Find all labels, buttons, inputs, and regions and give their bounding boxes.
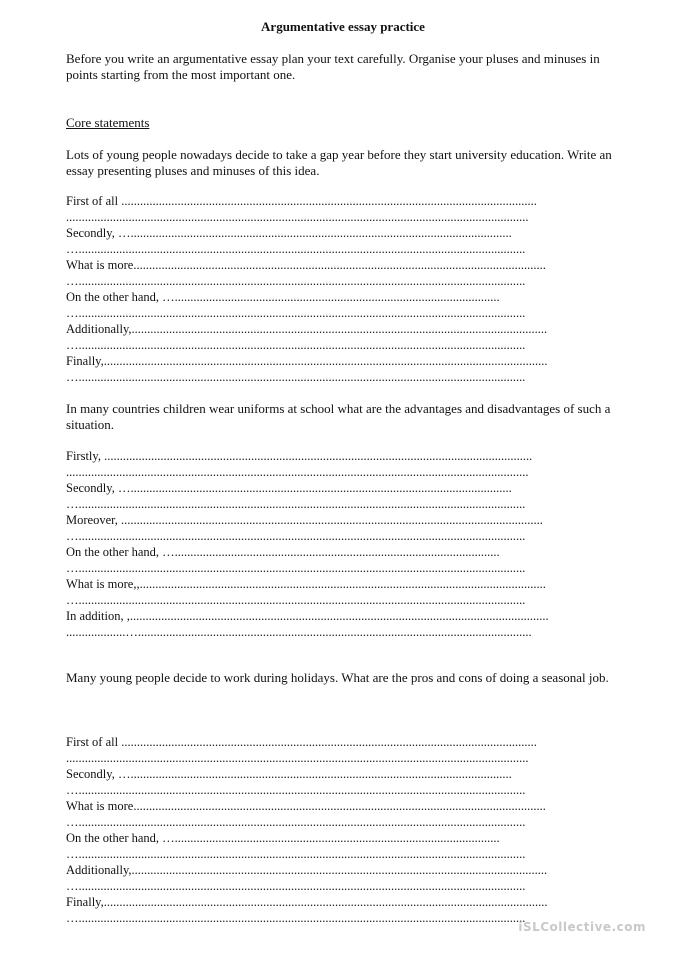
writing-line: …............................................................................................................................................... [66,561,526,575]
writing-line: Secondly, ….......................................................................................................................... [66,481,512,495]
writing-line: What is more.................................................................................................................................... [66,799,546,813]
writing-line: Secondly, ….......................................................................................................................... [66,226,512,240]
writing-line: Finally,.............................................................................................................................................. [66,895,548,909]
writing-line: …............................................................................................................................................... [66,306,526,320]
section-2-prompt: In many countries children wear uniforms at school what are the advantages and disadvantages of such a situation. [66,401,611,432]
section-3-prompt: Many young people decide to work during holidays. What are the pros and cons of doing a seasonal job. [66,670,609,685]
writing-line: On the other hand, …........................................................................................................ [66,831,500,845]
writing-line: First of all ..................................................................................................................................... [66,194,537,208]
page-title: Argumentative essay practice [261,19,425,34]
writing-line: In addition, ,...................................................................................................................................... [66,609,549,623]
writing-line: ...................….............................................................................................................................. [66,625,532,639]
writing-line: On the other hand, …........................................................................................................ [66,545,500,559]
writing-line: …............................................................................................................................................... [66,242,526,256]
intro-paragraph: Before you write an argumentative essay plan your text carefully. Organise your pluses and minuses in points starting from the most important one. [66,51,600,82]
writing-line: Secondly, ….......................................................................................................................... [66,767,512,781]
writing-line: …............................................................................................................................................... [66,847,526,861]
writing-line: …............................................................................................................................................... [66,783,526,797]
writing-line: …............................................................................................................................................... [66,529,526,543]
section-1-prompt: Lots of young people nowadays decide to take a gap year before they start university education. Write an essay presenting pluses and minuses of this idea. [66,147,612,178]
writing-line: …............................................................................................................................................... [66,370,526,384]
writing-line: .................................................................................................................................................... [66,465,529,479]
writing-line: .................................................................................................................................................... [66,751,529,765]
writing-line: …............................................................................................................................................... [66,497,526,511]
writing-line: .................................................................................................................................................... [66,210,529,224]
writing-line: Finally,.............................................................................................................................................. [66,354,548,368]
writing-line: …............................................................................................................................................... [66,338,526,352]
writing-line: What is more,,.................................................................................................................................. [66,577,546,591]
writing-line: …............................................................................................................................................... [66,593,526,607]
core-statements-heading: Core statements [66,115,150,130]
writing-line: Additionally,..................................................................................................................................... [66,322,548,336]
writing-line: …............................................................................................................................................... [66,274,526,288]
writing-line: On the other hand, …........................................................................................................ [66,290,500,304]
writing-line: Additionally,..................................................................................................................................... [66,863,548,877]
writing-line: …............................................................................................................................................... [66,815,526,829]
writing-line: First of all ..................................................................................................................................... [66,735,537,749]
writing-line: …............................................................................................................................................... [66,879,526,893]
writing-line: Moreover, ....................................................................................................................................... [66,513,543,527]
writing-line: …............................................................................................................................................... [66,911,526,925]
writing-line: What is more.................................................................................................................................... [66,258,546,272]
site-watermark: iSLCollective.com [518,920,646,934]
writing-line: Firstly, ......................................................................................................................................... [66,449,533,463]
